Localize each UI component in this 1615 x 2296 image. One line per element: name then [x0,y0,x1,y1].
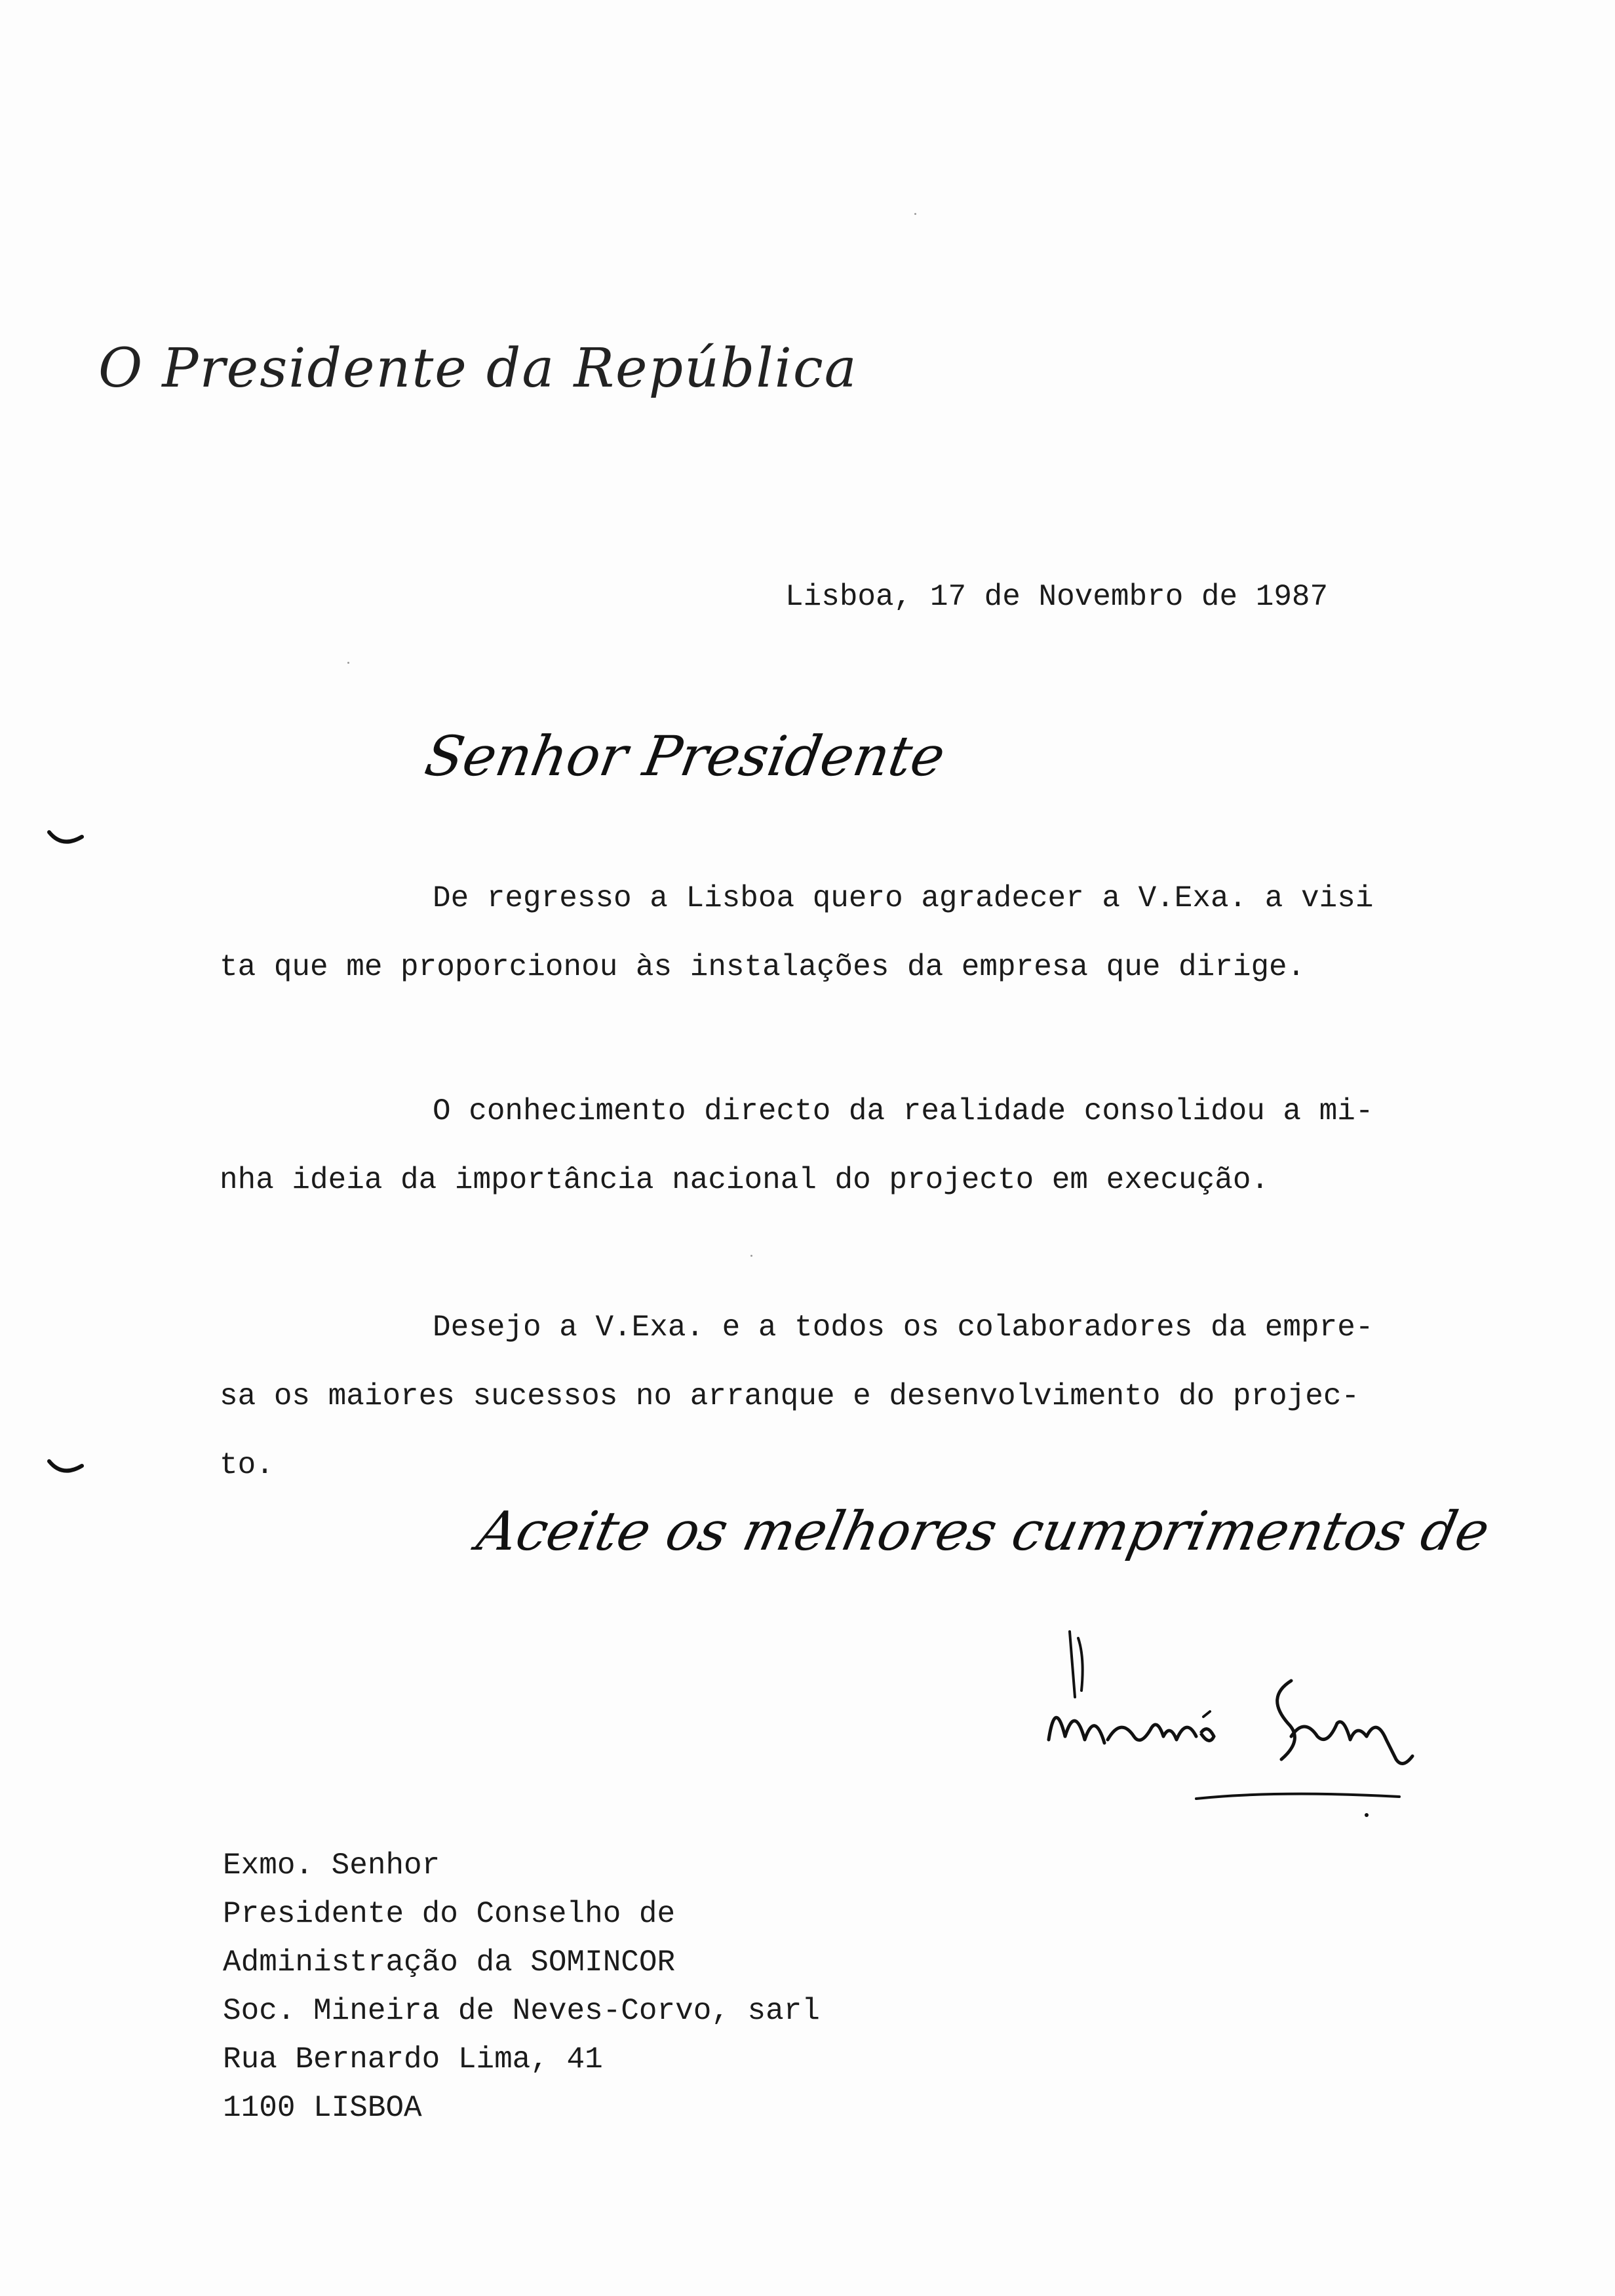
paper-speck [750,1255,752,1257]
handwritten-signature [1029,1618,1422,1828]
letter-date: Lisboa, 17 de Novembro de 1987 [785,580,1329,614]
paper-speck [347,662,349,664]
address-line: Presidente do Conselho de [223,1897,676,1931]
address-line: Rua Bernardo Lima, 41 [223,2042,603,2076]
paper-speck [914,213,916,215]
address-line: 1100 LISBOA [223,2091,422,2125]
recipient-address [223,1841,820,2132]
handwritten-salutation: Senhor Presidente [420,724,950,788]
punch-hole-mark [46,829,85,849]
handwritten-closing: Aceite os melhores cumprimentos de [471,1501,1495,1563]
paragraph-1-line-2: ta que me proporcionou às instalações da empresa que dirige. [220,950,1306,984]
address-line: Soc. Mineira de Neves-Corvo, sarl [223,1994,820,2028]
punch-hole-mark [46,1458,85,1478]
address-line: Exmo. Senhor [223,1848,440,1883]
paragraph-2-line-1: O conhecimento directo da realidade consolidou a mi- [433,1094,1374,1128]
address-line: Administração da SOMINCOR [223,1945,676,1980]
paragraph-1-line-1: De regresso a Lisboa quero agradecer a V.Exa. a visi [433,881,1374,915]
paragraph-3-line-2: sa os maiores sucessos no arranque e desenvolvimento do projec- [220,1379,1360,1413]
paragraph-3-line-3: to. [220,1448,274,1482]
paragraph-2-line-2: nha ideia da importância nacional do projecto em execução. [220,1163,1270,1197]
paragraph-3-line-1: Desejo a V.Exa. e a todos os colaboradores da empre- [433,1311,1374,1345]
letterhead-title: O Presidente da República [98,337,858,400]
